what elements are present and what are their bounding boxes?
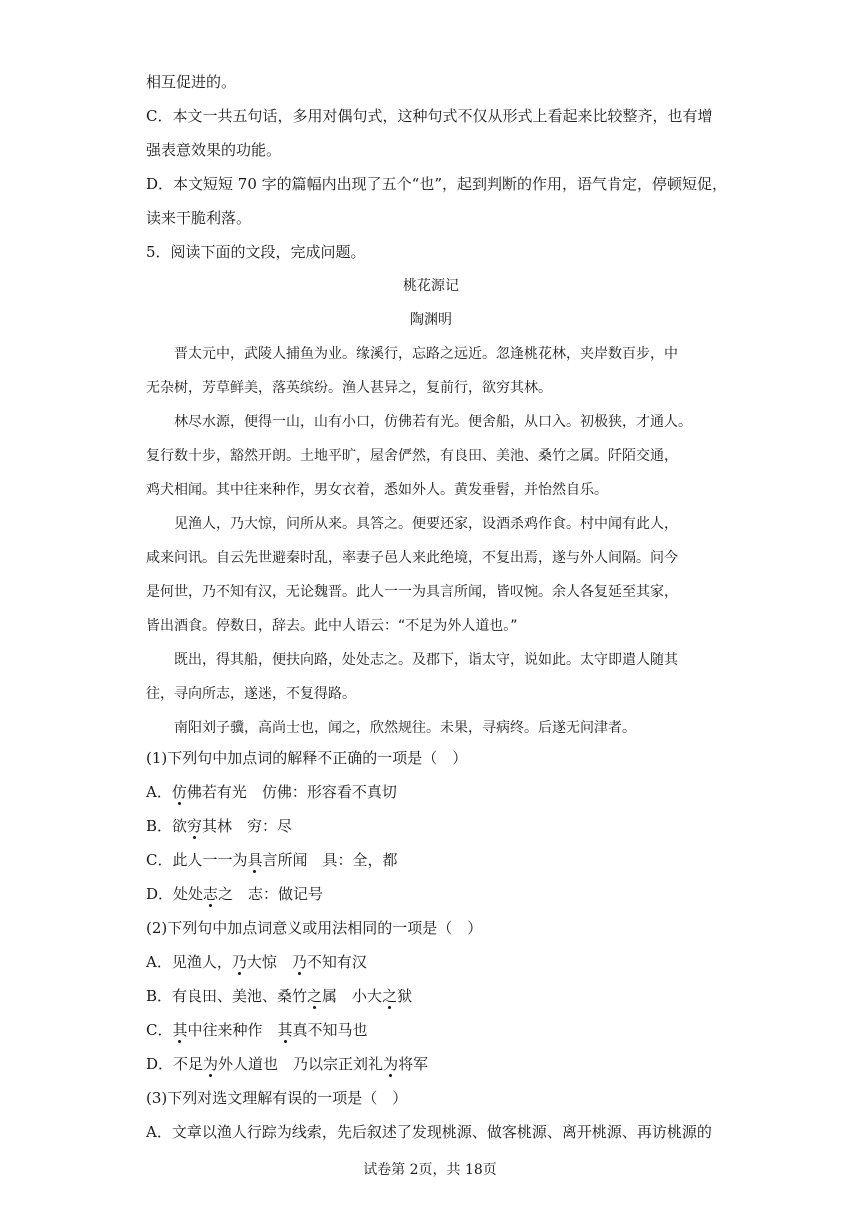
dotted-word: 之 bbox=[307, 987, 323, 1005]
dotted-word: 之 bbox=[382, 987, 398, 1005]
q1-option-a[interactable]: A．仿佛若有光 仿佛：形容看不真切 bbox=[146, 783, 397, 801]
dotted-word: 为 bbox=[203, 1055, 219, 1073]
passage-line: 晋太元中，武陵人捕鱼为业。缘溪行，忘路之远近。忽逢桃花林，夹岸数百步，中 bbox=[146, 346, 678, 362]
passage-line: 是何世，乃不知有汉，无论魏晋。此人一一为具言所闻，皆叹惋。余人各复延至其家， bbox=[146, 584, 678, 600]
dotted-word: 其 bbox=[277, 1021, 293, 1039]
prev-option-c-line1: C．本文一共五句话，多用对偶句式，这种句式不仅从形式上看起来比较整齐，也有增 bbox=[146, 107, 713, 125]
passage-line: 林尽水源，便得一山，山有小口，仿佛若有光。便舍船，从口入。初极狭，才通人。 bbox=[146, 414, 692, 430]
passage-line: 咸来问讯。自云先世避秦时乱，率妻子邑人来此绝境，不复出焉，遂与外人间隔。问今 bbox=[146, 550, 678, 566]
prev-option-b-end: 相互促进的。 bbox=[146, 73, 237, 91]
passage-line: 复行数十步，豁然开朗。土地平旷，屋舍俨然，有良田、美池、桑竹之属。阡陌交通， bbox=[146, 448, 678, 464]
passage-line: 既出，得其船，便扶向路，处处志之。及郡下，诣太守，说如此。太守即遣人随其 bbox=[146, 652, 678, 668]
question-3-stem: (3)下列对选文理解有误的一项是（ ） bbox=[146, 1089, 408, 1107]
q2-option-a[interactable]: A．见渔人，乃大惊 乃不知有汉 bbox=[146, 953, 367, 971]
q2-option-b[interactable]: B．有良田、美池、桑竹之属 小大之狱 bbox=[146, 987, 413, 1005]
dotted-word: 穷 bbox=[187, 817, 203, 835]
dotted-word: 乃 bbox=[231, 953, 247, 971]
passage-line: 往，寻向所志，遂迷，不复得路。 bbox=[146, 686, 356, 702]
q2-option-c[interactable]: C．其中往来种作 其真不知马也 bbox=[146, 1021, 368, 1039]
passage-title: 桃花源记 bbox=[403, 278, 459, 294]
passage-line: 南阳刘子骥，高尚士也，闻之，欣然规往。未果，寻病终。后遂无问津者。 bbox=[146, 720, 636, 736]
dotted-word: 其 bbox=[172, 1021, 188, 1039]
prev-option-d-line2: 读来干脆利落。 bbox=[146, 209, 252, 227]
dotted-word: 志 bbox=[203, 885, 219, 903]
question-1-stem: (1)下列句中加点词的解释不正确的一项是（ ） bbox=[146, 749, 468, 767]
passage-line: 见渔人，乃大惊，问所从来。具答之。便要还家，设酒杀鸡作食。村中闻有此人， bbox=[146, 516, 678, 532]
dotted-word: 为 bbox=[383, 1055, 399, 1073]
prev-option-d-line1: D．本文短短 70 字的篇幅内出现了五个“也”，起到判断的作用，语气肯定，停顿短促， bbox=[146, 175, 727, 193]
q2-option-d[interactable]: D．不足为外人道也 乃以宗正刘礼为将军 bbox=[146, 1055, 429, 1073]
q1-option-c[interactable]: C．此人一一为具言所闻 具：全，都 bbox=[146, 851, 398, 869]
dotted-word: 具 bbox=[247, 851, 263, 869]
question-5-prompt: 5．阅读下面的文段，完成问题。 bbox=[146, 243, 366, 261]
q3-option-a[interactable]: A．文章以渔人行踪为线索，先后叙述了发现桃源、做客桃源、离开桃源、再访桃源的 bbox=[146, 1123, 712, 1141]
dotted-word: 乃 bbox=[291, 953, 307, 971]
passage-author: 陶渊明 bbox=[410, 312, 452, 328]
prev-option-c-line2: 强表意效果的功能。 bbox=[146, 141, 282, 159]
question-2-stem: (2)下列句中加点词意义或用法相同的一项是（ ） bbox=[146, 919, 483, 937]
q1-option-b[interactable]: B．欲穷其林 穷：尽 bbox=[146, 817, 293, 835]
q1-option-d[interactable]: D．处处志之 志：做记号 bbox=[146, 885, 324, 903]
page-footer: 试卷第 2页，共 18页 bbox=[363, 1162, 497, 1178]
dotted-word: 仿 bbox=[171, 783, 187, 801]
passage-line: 鸡犬相闻。其中往来种作，男女衣着，悉如外人。黄发垂髫，并怡然自乐。 bbox=[146, 482, 608, 498]
passage-line: 无杂树，芳草鲜美，落英缤纷。渔人甚异之，复前行，欲穷其林。 bbox=[146, 380, 552, 396]
passage-line: 皆出酒食。停数日，辞去。此中人语云：“不足为外人道也。” bbox=[146, 618, 518, 634]
